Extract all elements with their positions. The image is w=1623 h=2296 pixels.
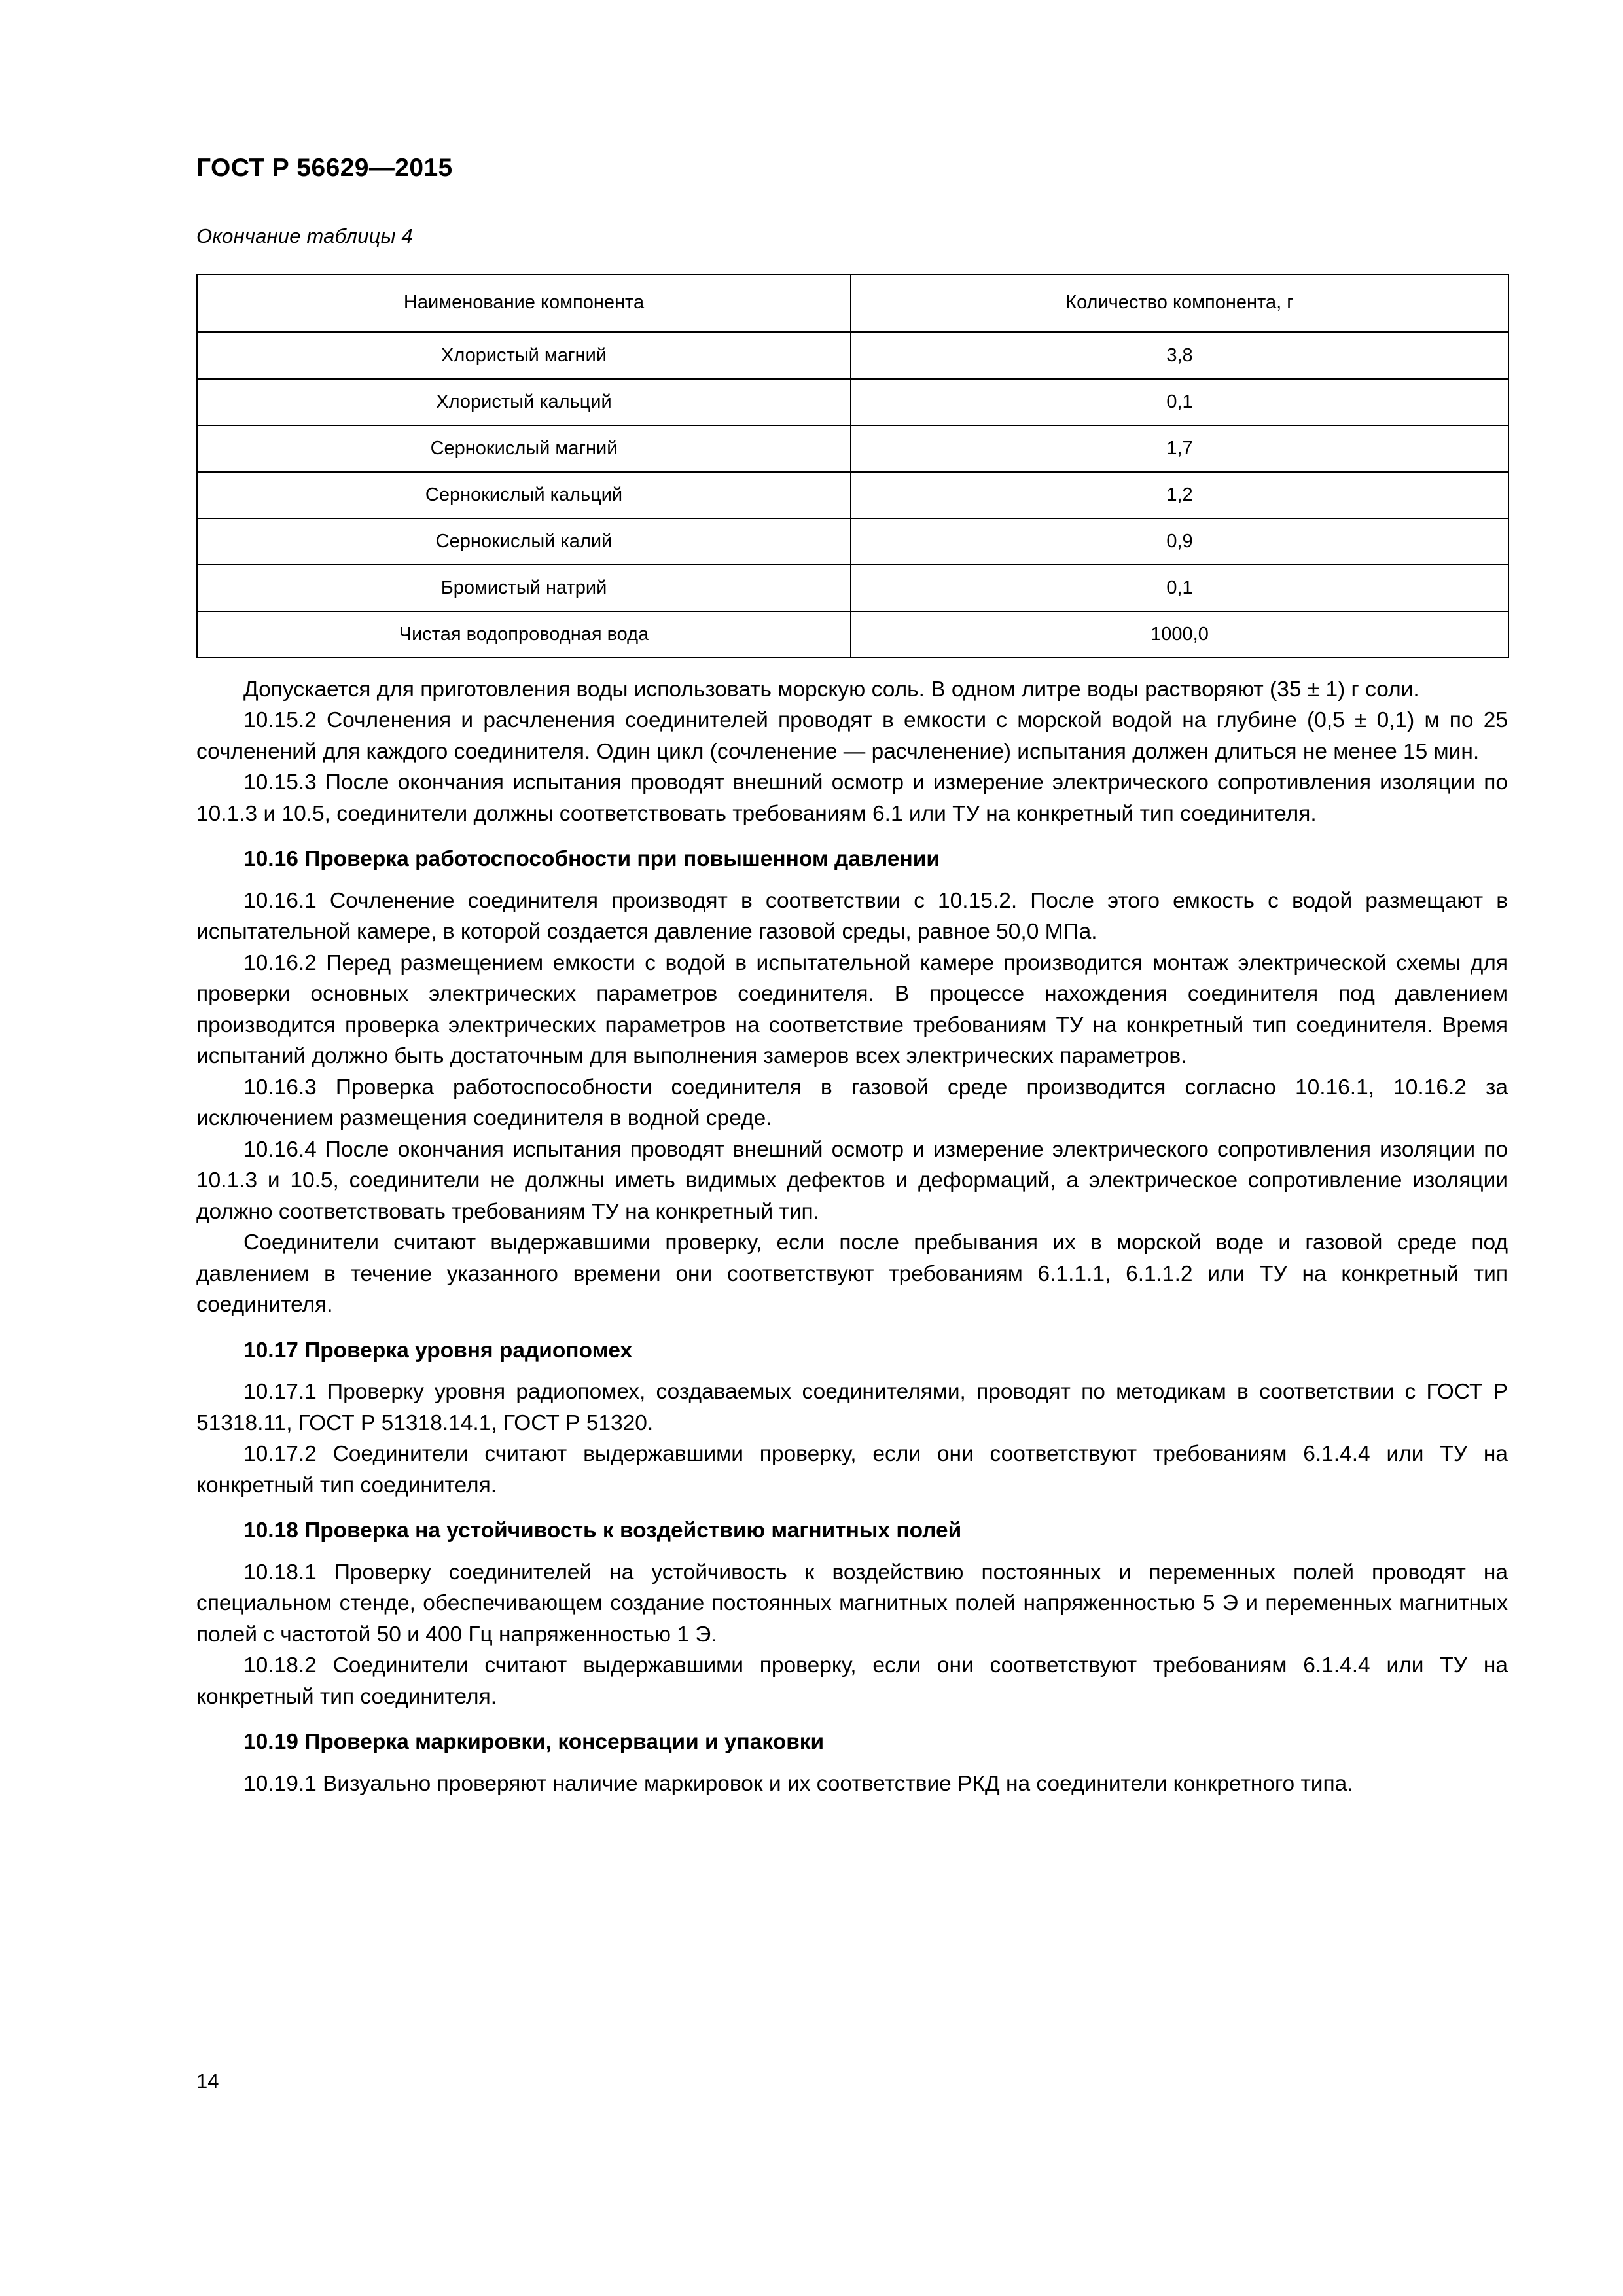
table-column-header-amount: Количество компонента, г	[851, 274, 1508, 332]
table-cell-amount: 3,8	[851, 332, 1508, 379]
table-row	[197, 472, 1508, 518]
paragraph-10-15-3: 10.15.3 После окончания испытания проводят внешний осмотр и измерение электрического сопротивления изоляции по 10.1.3 и 10.5, соединители должны соответствовать требованиям 6.1 или ТУ на конкретный тип соединителя.	[196, 770, 1508, 826]
paragraph-10-15-2: 10.15.2 Сочленения и расчленения соединителей проводят в емкости с морской водой на глубине (0,5 ± 0,1) м по 25 сочленений для каждого соединителя. Один цикл (сочленение — расчленение) испытания должен длиться не менее 15 мин.	[196, 708, 1508, 764]
table-cell-amount: 1000,0	[851, 611, 1508, 658]
table-caption: Окончание таблицы 4	[196, 224, 413, 247]
table-cell-component: Сернокислый калий	[197, 518, 851, 565]
paragraph-10-18-1: 10.18.1 Проверку соединителей на устойчивость к воздействию постоянных и переменных полей проводят на специальном стенде, обеспечивающем создание постоянных магнитных полей напряженностью 5 Э и переменных магнитных полей с частотой 50 и 400 Гц напряженностью 1 Э.	[196, 1560, 1508, 1647]
paragraph-10-16-1: 10.16.1 Сочленение соединителя производят в соответствии с 10.15.2. После этого емкость с водой размещают в испытательной камере, в которой создается давление газовой среды, равное 50,0 МПа.	[196, 888, 1508, 944]
table-row	[197, 611, 1508, 658]
paragraph-10-17-1: 10.17.1 Проверку уровня радиопомех, создаваемых соединителями, проводят по методикам в соответствии с ГОСТ Р 51318.11, ГОСТ Р 51318.14.1, ГОСТ Р 51320.	[196, 1380, 1508, 1435]
table-column-header-component: Наименование компонента	[197, 274, 851, 332]
paragraph-10-16-2: 10.16.2 Перед размещением емкости с водой в испытательной камере производится монтаж электрической схемы для проверки основных электрических параметров соединителя. В процессе нахождения соединителя под давлением производится проверка электрических параметров на соответствие требованиям ТУ на конкретный тип соединителя. Время испытаний должно быть достаточным для выполнения замеров всех электрических параметров.	[196, 950, 1508, 1069]
table-row	[197, 379, 1508, 425]
paragraph-10-18-2: 10.18.2 Соединители считают выдержавшими проверку, если они соответствуют требованиям 6.1.4.4 или ТУ на конкретный тип соединителя.	[196, 1653, 1508, 1709]
page-number: 14	[196, 2070, 219, 2092]
table-cell-amount: 0,9	[851, 518, 1508, 565]
document-standard-header: ГОСТ Р 56629—2015	[196, 154, 453, 182]
paragraph-10-19-1: 10.19.1 Визуально проверяют наличие маркировок и их соответствие РКД на соединители конкретного типа.	[243, 1771, 1353, 1796]
table-cell-component: Бромистый натрий	[197, 565, 851, 611]
table-row	[197, 565, 1508, 611]
table-row	[197, 332, 1508, 379]
section-heading-10-18: 10.18 Проверка на устойчивость к воздействию магнитных полей	[243, 1518, 962, 1543]
section-heading-10-19: 10.19 Проверка маркировки, консервации и упаковки	[243, 1730, 825, 1755]
section-heading-10-16: 10.16 Проверка работоспособности при повышенном давлении	[243, 847, 940, 872]
paragraph-10-16-4: 10.16.4 После окончания испытания проводят внешний осмотр и измерение электрического сопротивления изоляции по 10.1.3 и 10.5, соединители не должны иметь видимых дефектов и деформаций, а электрическое сопротивление изоляции должно соответствовать требованиям ТУ на конкретный тип.	[196, 1137, 1508, 1224]
table-cell-component: Чистая водопроводная вода	[197, 611, 851, 658]
table-cell-amount: 0,1	[851, 565, 1508, 611]
table-row	[197, 425, 1508, 472]
table-cell-amount: 1,2	[851, 472, 1508, 518]
table-cell-component: Хлористый кальций	[197, 379, 851, 425]
table-header-row	[197, 274, 1508, 332]
table-cell-component: Хлористый магний	[197, 332, 851, 379]
table-cell-amount: 1,7	[851, 425, 1508, 472]
paragraph-sea-salt: Допускается для приготовления воды использовать морскую соль. В одном литре воды растворяют (35 ± 1) г соли.	[243, 677, 1419, 702]
table-cell-amount: 0,1	[851, 379, 1508, 425]
components-table	[196, 274, 1509, 658]
table-cell-component: Сернокислый кальций	[197, 472, 851, 518]
section-heading-10-17: 10.17 Проверка уровня радиопомех	[243, 1338, 633, 1363]
paragraph-10-16-3: 10.16.3 Проверка работоспособности соединителя в газовой среде производится согласно 10.16.1, 10.16.2 за исключением размещения соединителя в водной среде.	[196, 1075, 1508, 1131]
paragraph-10-17-2: 10.17.2 Соединители считают выдержавшими проверку, если они соответствуют требованиям 6.1.4.4 или ТУ на конкретный тип соединителя.	[196, 1442, 1508, 1498]
page-content	[196, 154, 1508, 1799]
paragraph-conclusion-pressure: Соединители считают выдержавшими проверку, если после пребывания их в морской воде и газовой среде под давлением в течение указанного времени они соответствуют требованиям 6.1.1.1, 6.1.1.2 или ТУ на конкретный тип соединителя.	[196, 1230, 1508, 1318]
table-cell-component: Сернокислый магний	[197, 425, 851, 472]
table-row	[197, 518, 1508, 565]
